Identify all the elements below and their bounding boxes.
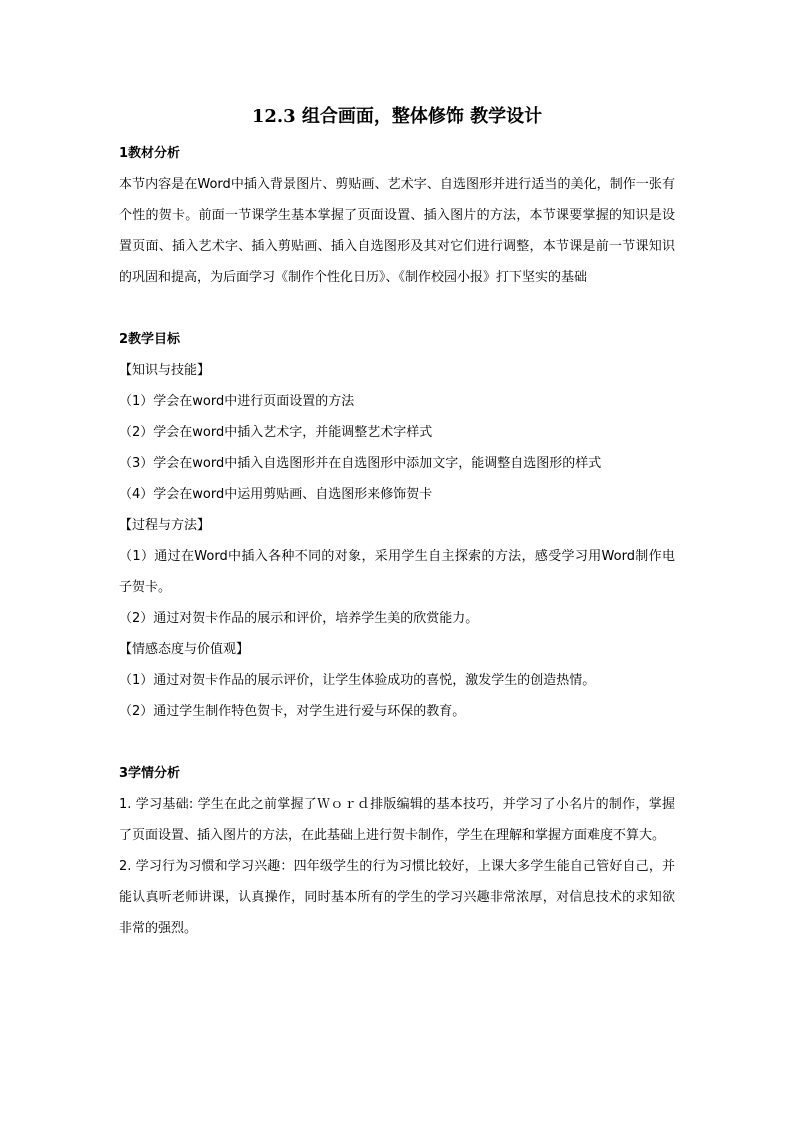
list-item: （2）通过学生制作特色贺卡，对学生进行爱与环保的教育。 <box>119 704 466 719</box>
paragraph-spacer <box>119 293 675 324</box>
list-item: （1）通过对贺卡作品的展示评价，让学生体验成功的喜悦，激发学生的创造热情。 <box>119 673 596 688</box>
list-item: （1）学会在word中进行页面设置的方法 <box>119 394 355 409</box>
list-item: （3）学会在word中插入自选图形并在自选图形中添加文字，能调整自选图形的样式 <box>119 456 602 471</box>
section-heading-material-analysis: 1教材分析 <box>119 146 181 161</box>
section-heading-teaching-goals: 2教学目标 <box>119 332 181 347</box>
subheading-emotion-values: 【情感态度与价值观】 <box>119 642 250 657</box>
paragraph-material-analysis: 本节内容是在Word中插入背景图片、剪贴画、艺术字、自选图形并进行适当的美化，制作一张有个性的贺卡。前面一节课学生基本掌握了页面设置、插入图片的方法，本节课要掌握的知识是设置页面、插入艺术字、插入剪贴画、插入自选图形及其对它们进行调整，本节课是前一节课知识的巩固和提高，为后面学习《制作个性化日历》、《制作校园小报》打下坚实的基础 <box>119 177 675 285</box>
document-title: 12.3 组合画面，整体修饰 教学设计 <box>251 106 543 127</box>
list-item: （1）通过在Word中插入各种不同的对象，采用学生自主探索的方法，感受学习用Word制作电子贺卡。 <box>119 549 675 595</box>
subheading-process-methods: 【过程与方法】 <box>119 518 211 533</box>
list-item: （2）通过对贺卡作品的展示和评价，培养学生美的欣赏能力。 <box>119 611 479 626</box>
subheading-knowledge-skills: 【知识与技能】 <box>119 363 211 378</box>
section-heading-learner-analysis: 3学情分析 <box>119 766 181 781</box>
list-item: 1. 学习基础: 学生在此之前掌握了Ｗｏｒｄ排版编辑的基本技巧，并学习了小名片的制作，掌握了页面设置、插入图片的方法，在此基础上进行贺卡制作，学生在理解和掌握方面难度不算大。 <box>119 797 675 843</box>
paragraph-spacer <box>119 727 675 758</box>
list-item: （2）学会在word中插入艺术字，并能调整艺术字样式 <box>119 425 433 440</box>
list-item: （4）学会在word中运用剪贴画、自选图形来修饰贺卡 <box>119 487 433 502</box>
list-item: 2. 学习行为习惯和学习兴趣：四年级学生的行为习惯比较好，上课大多学生能自己管好自己，并能认真听老师讲课，认真操作，同时基本所有的学生的学习兴趣非常浓厚，对信息技术的求知欲非常的强烈。 <box>119 859 675 936</box>
